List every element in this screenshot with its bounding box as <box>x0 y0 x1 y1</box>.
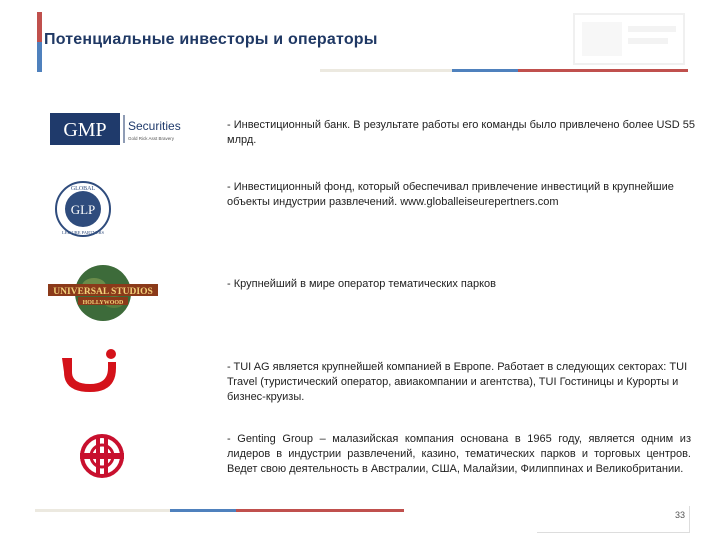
footer-divider-beige <box>35 509 170 512</box>
header-divider-red <box>518 69 688 72</box>
footer-divider-blue <box>170 509 236 512</box>
header-divider-blue <box>452 69 518 72</box>
gmp-securities-text: Securities <box>128 119 181 133</box>
accent-bar-blue <box>37 42 42 72</box>
glp-logo <box>54 178 112 245</box>
investor-description: - Genting Group – малазийская компания основана в 1965 году, является одним из лидеров в индустрии развлечений, казино, тематических парков и торговых центров. Ведет свою деятельность в Австралии, США, Малайзии, Филиппинах и Великобритании. <box>227 433 691 475</box>
page-number: 33 <box>674 510 685 520</box>
gmp-securities-logo <box>50 113 190 150</box>
investor-description: - Крупнейший в мире оператор тематических парков <box>227 278 496 290</box>
slide-title: Потенциальные инвесторы и операторы <box>44 31 378 48</box>
glp-ring-top-text: GLOBAL <box>70 186 96 192</box>
universal-line1-text: UNIVERSAL STUDIOS <box>53 287 153 297</box>
gmp-tagline-text: Gold Rick Asst Bravery <box>128 136 175 141</box>
gmp-logo-text: GMP <box>63 119 107 141</box>
investor-description: - Инвестиционный фонд, который обеспечивал привлечение инвестиций в крупнейшие объекты индустрии развлечений. www.globalleiseurepertners.com <box>227 181 674 208</box>
glp-letters-text: GLP <box>70 202 96 217</box>
footer-divider-red <box>236 509 404 512</box>
universal-line2-text: HOLLYWOOD <box>82 300 124 306</box>
glp-ring-bottom-text: LEISURE PARTNERS <box>62 230 104 235</box>
investor-description: - Инвестиционный банк. В результате работы его команды было привлечено более USD 55 млрд. <box>227 119 696 146</box>
genting-logo <box>78 432 126 485</box>
accent-bar-red <box>37 12 42 42</box>
corner-watermark-logo <box>570 10 688 68</box>
tui-logo <box>58 348 120 399</box>
investor-description: - TUI AG является крупнейшей компанией в Европе. Работает в следующих секторах: TUI Travel (туристический оператор, авиакомпании и агентства), TUI Гостиницы и Курорты и бизнес-круизы. <box>227 361 688 403</box>
universal-studios-logo <box>48 262 158 329</box>
header-divider-beige <box>320 69 452 72</box>
